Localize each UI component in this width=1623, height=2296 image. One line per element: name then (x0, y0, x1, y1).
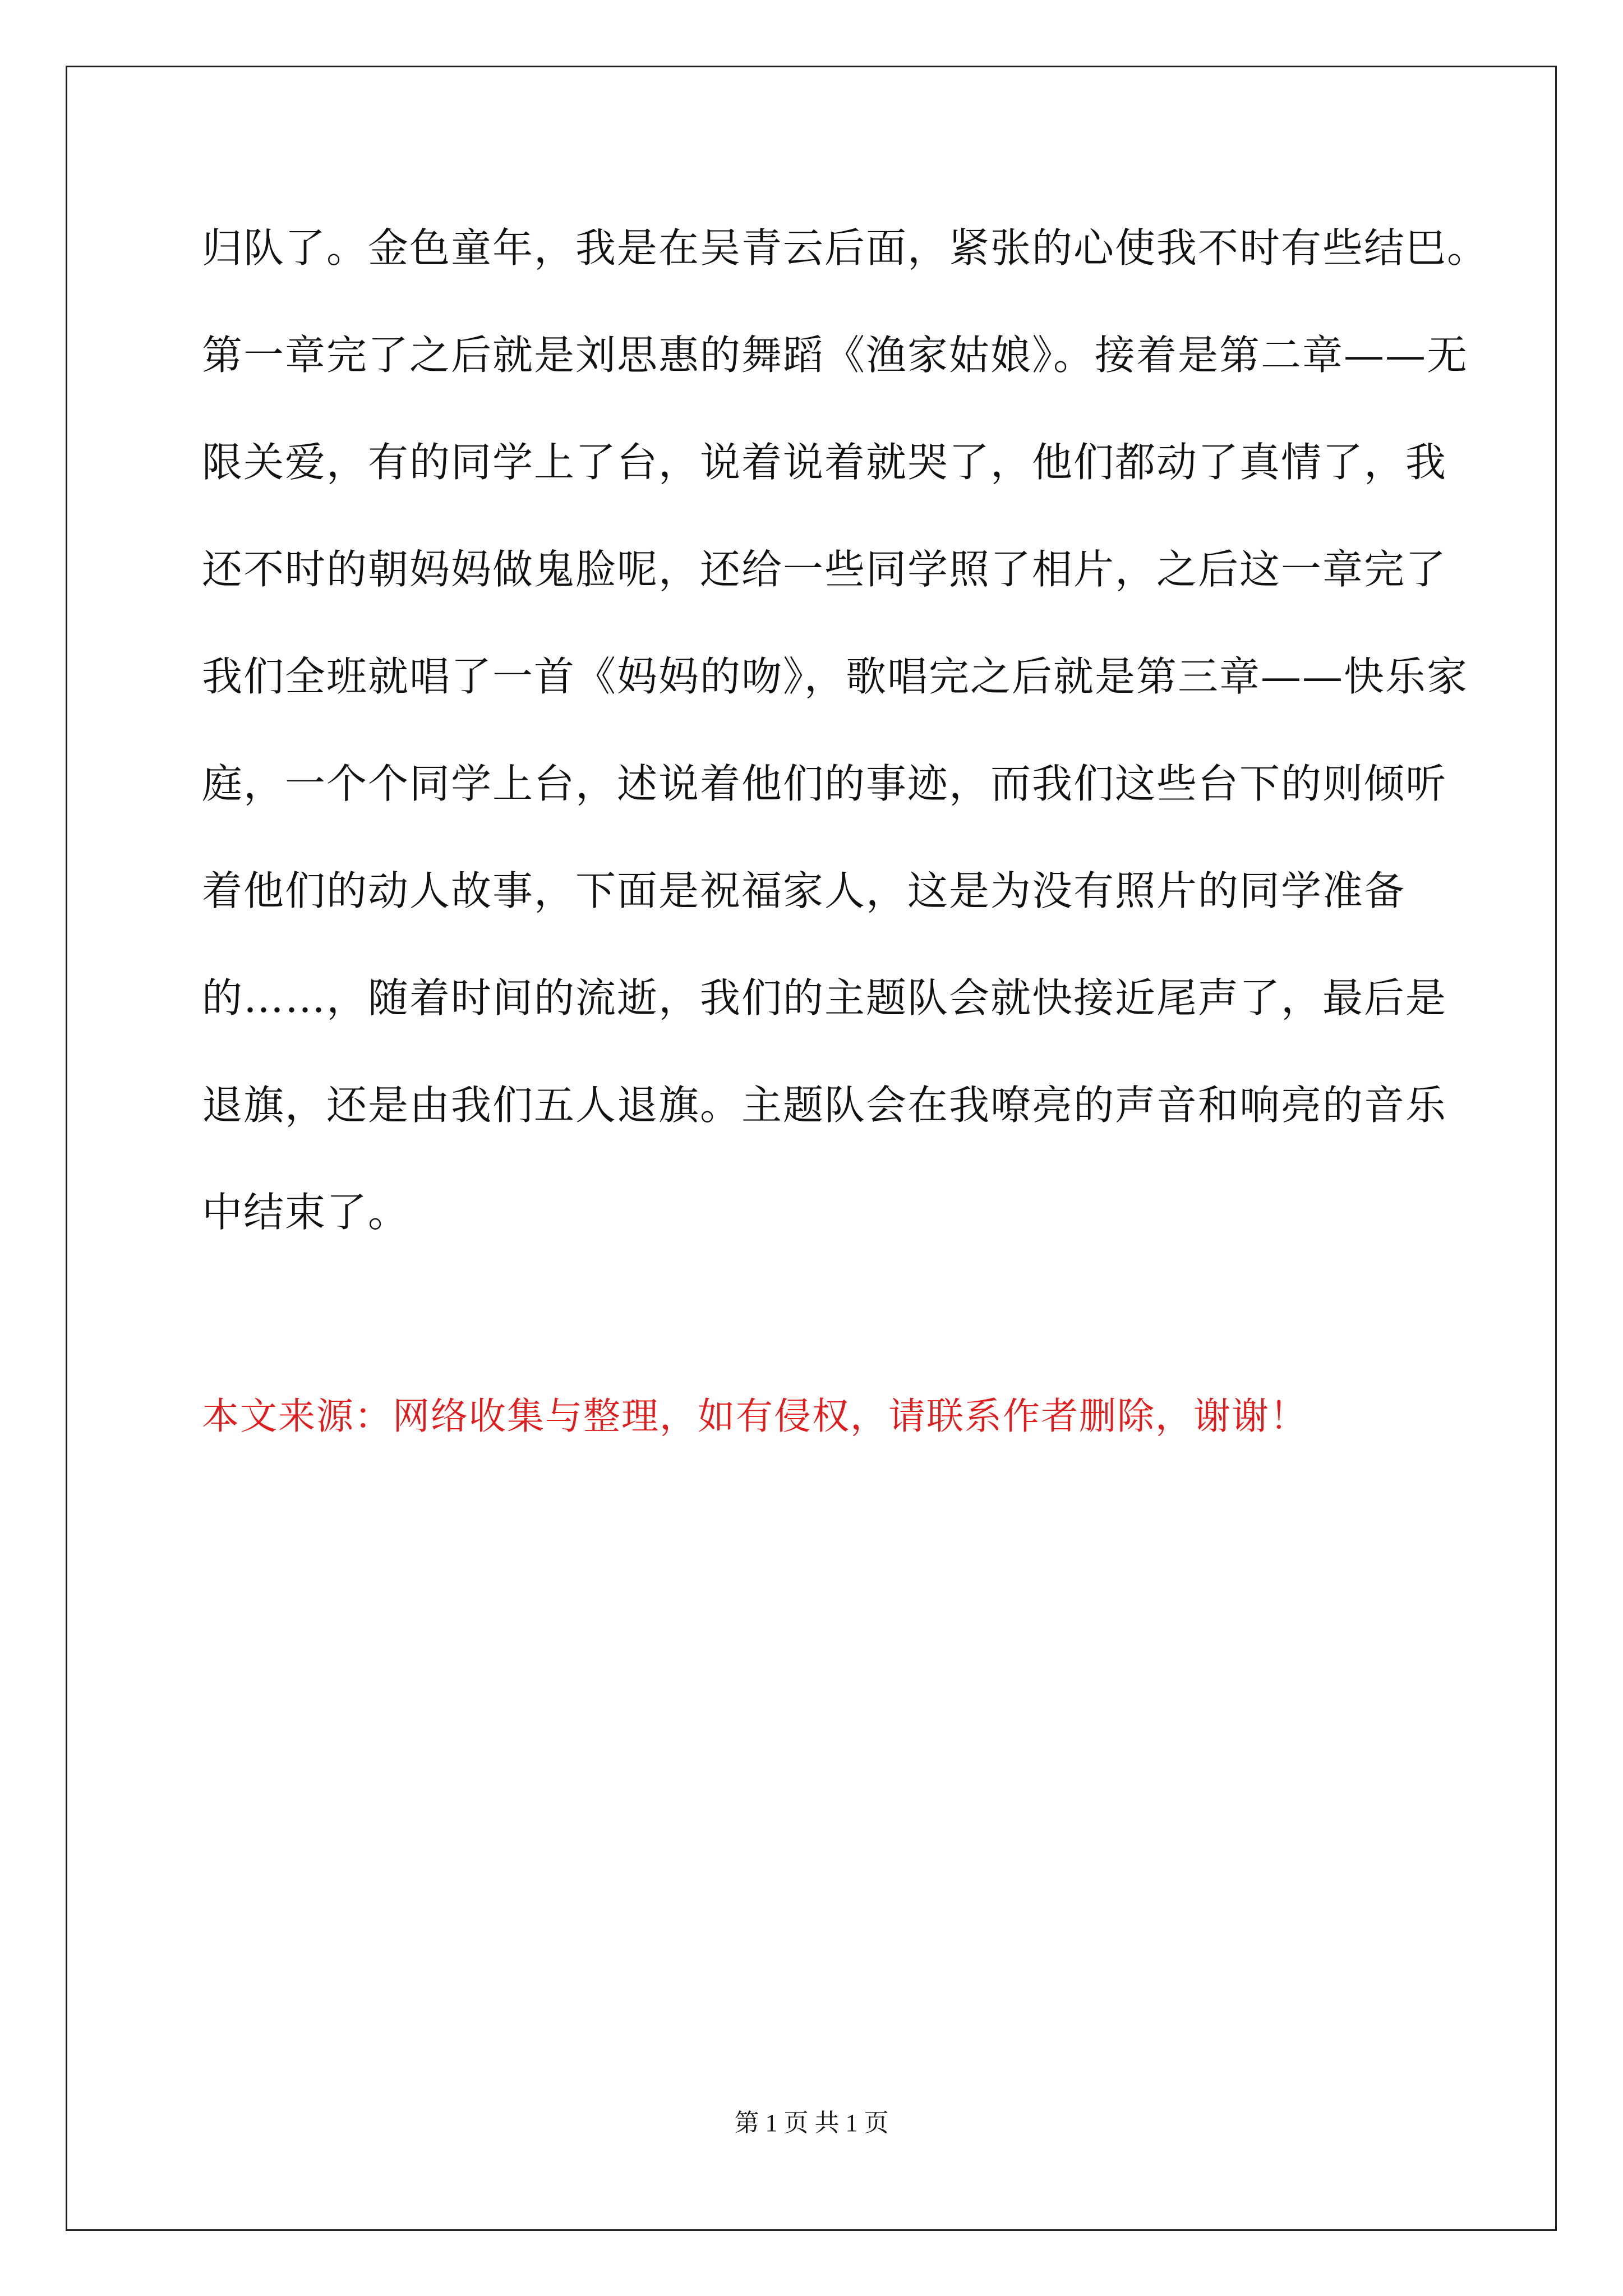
paragraph-line: 着他们的动人故事，下面是祝福家人，这是为没有照片的同学准备 (202, 867, 1406, 914)
page-footer: 第 1 页 共 1 页 (734, 2109, 889, 2137)
source-note: 本文来源：网络收集与整理，如有侵权，请联系作者删除，谢谢！ (202, 1395, 1308, 1438)
paragraph-line: 退旗，还是由我们五人退旗。主题队会在我嘹亮的声音和响亮的音乐 (202, 1082, 1447, 1129)
page-border (66, 66, 1557, 2231)
paragraph-line: 的……，随着时间的流逝，我们的主题队会就快接近尾声了，最后是 (202, 974, 1447, 1022)
paragraph-line: 第一章完了之后就是刘思惠的舞蹈《渔家姑娘》。接着是第二章——无 (202, 332, 1469, 379)
paragraph-line: 我们全班就唱了一首《妈妈的吻》，歌唱完之后就是第三章——快乐家 (202, 653, 1469, 700)
paragraph-line: 庭，一个个同学上台，述说着他们的事迹，而我们这些台下的则倾听 (202, 760, 1447, 807)
paragraph-line: 还不时的朝妈妈做鬼脸呢，还给一些同学照了相片，之后这一章完了 (202, 546, 1447, 593)
paragraph-line: 限关爱，有的同学上了台，说着说着就哭了，他们都动了真情了，我 (202, 439, 1447, 486)
paragraph-line: 归队了。金色童年，我是在吴青云后面，紧张的心使我不时有些结巴。 (202, 224, 1489, 272)
paragraph-line: 中结束了。 (202, 1189, 410, 1236)
